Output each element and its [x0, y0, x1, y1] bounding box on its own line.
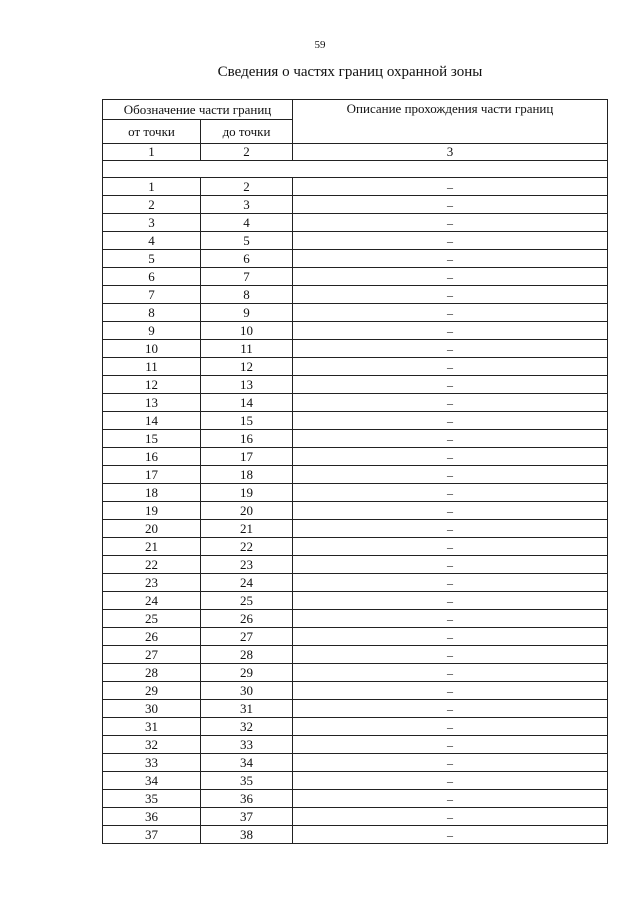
table-row [103, 304, 608, 322]
table-row [103, 592, 608, 610]
to-point-cell: 33 [201, 736, 293, 754]
description-cell: – [293, 718, 608, 736]
table-row [103, 610, 608, 628]
description-cell: – [293, 412, 608, 430]
from-point-cell: 28 [103, 664, 201, 682]
to-point-cell: 22 [201, 538, 293, 556]
description-cell: – [293, 610, 608, 628]
description-cell: – [293, 556, 608, 574]
from-point-cell: 29 [103, 682, 201, 700]
to-point-cell: 10 [201, 322, 293, 340]
column-number-2: 2 [201, 144, 293, 161]
table-row [103, 214, 608, 232]
to-point-cell: 23 [201, 556, 293, 574]
to-point-cell: 14 [201, 394, 293, 412]
header-to-point: до точки [201, 120, 293, 144]
to-point-cell: 13 [201, 376, 293, 394]
from-point-cell: 13 [103, 394, 201, 412]
description-cell: – [293, 268, 608, 286]
to-point-cell: 25 [201, 592, 293, 610]
table-row [103, 646, 608, 664]
from-point-cell: 11 [103, 358, 201, 376]
table-body [103, 178, 608, 844]
table-row [103, 556, 608, 574]
from-point-cell: 30 [103, 700, 201, 718]
page-number: 59 [314, 39, 326, 51]
from-point-cell: 25 [103, 610, 201, 628]
from-point-cell: 7 [103, 286, 201, 304]
table-row [103, 178, 608, 196]
description-cell: – [293, 322, 608, 340]
to-point-cell: 2 [201, 178, 293, 196]
boundary-parts-table [102, 99, 608, 844]
from-point-cell: 10 [103, 340, 201, 358]
description-cell: – [293, 628, 608, 646]
to-point-cell: 5 [201, 232, 293, 250]
from-point-cell: 34 [103, 772, 201, 790]
description-cell: – [293, 700, 608, 718]
table-row [103, 196, 608, 214]
section-separator-row [103, 161, 608, 178]
from-point-cell: 37 [103, 826, 201, 844]
description-cell: – [293, 394, 608, 412]
header-designation: Обозначение части границ [103, 100, 293, 120]
to-point-cell: 19 [201, 484, 293, 502]
from-point-cell: 4 [103, 232, 201, 250]
from-point-cell: 18 [103, 484, 201, 502]
to-point-cell: 6 [201, 250, 293, 268]
from-point-cell: 15 [103, 430, 201, 448]
to-point-cell: 21 [201, 520, 293, 538]
table-row [103, 538, 608, 556]
page-title: Сведения о частях границ охранной зоны [217, 64, 483, 80]
description-cell: – [293, 178, 608, 196]
from-point-cell: 24 [103, 592, 201, 610]
from-point-cell: 6 [103, 268, 201, 286]
from-point-cell: 9 [103, 322, 201, 340]
to-point-cell: 7 [201, 268, 293, 286]
header-description: Описание прохождения части границ [293, 100, 608, 144]
table-row [103, 322, 608, 340]
to-point-cell: 8 [201, 286, 293, 304]
table-row [103, 808, 608, 826]
from-point-cell: 27 [103, 646, 201, 664]
header-from-point: от точки [103, 120, 201, 144]
from-point-cell: 23 [103, 574, 201, 592]
table-row [103, 826, 608, 844]
description-cell: – [293, 340, 608, 358]
from-point-cell: 12 [103, 376, 201, 394]
table-row [103, 376, 608, 394]
from-point-cell: 14 [103, 412, 201, 430]
to-point-cell: 15 [201, 412, 293, 430]
table-row [103, 700, 608, 718]
to-point-cell: 32 [201, 718, 293, 736]
table-row [103, 250, 608, 268]
from-point-cell: 21 [103, 538, 201, 556]
from-point-cell: 26 [103, 628, 201, 646]
to-point-cell: 20 [201, 502, 293, 520]
from-point-cell: 17 [103, 466, 201, 484]
description-cell: – [293, 376, 608, 394]
to-point-cell: 31 [201, 700, 293, 718]
table-row [103, 628, 608, 646]
table-row [103, 232, 608, 250]
from-point-cell: 19 [103, 502, 201, 520]
description-cell: – [293, 484, 608, 502]
table-row [103, 736, 608, 754]
table-row [103, 466, 608, 484]
description-cell: – [293, 196, 608, 214]
from-point-cell: 20 [103, 520, 201, 538]
to-point-cell: 37 [201, 808, 293, 826]
from-point-cell: 32 [103, 736, 201, 754]
description-cell: – [293, 250, 608, 268]
to-point-cell: 30 [201, 682, 293, 700]
description-cell: – [293, 736, 608, 754]
to-point-cell: 9 [201, 304, 293, 322]
to-point-cell: 35 [201, 772, 293, 790]
from-point-cell: 35 [103, 790, 201, 808]
to-point-cell: 12 [201, 358, 293, 376]
table-row [103, 682, 608, 700]
table-row [103, 718, 608, 736]
table-row [103, 754, 608, 772]
description-cell: – [293, 286, 608, 304]
from-point-cell: 33 [103, 754, 201, 772]
table-row [103, 268, 608, 286]
description-cell: – [293, 232, 608, 250]
from-point-cell: 36 [103, 808, 201, 826]
to-point-cell: 38 [201, 826, 293, 844]
to-point-cell: 36 [201, 790, 293, 808]
description-cell: – [293, 754, 608, 772]
description-cell: – [293, 448, 608, 466]
to-point-cell: 26 [201, 610, 293, 628]
to-point-cell: 34 [201, 754, 293, 772]
to-point-cell: 17 [201, 448, 293, 466]
description-cell: – [293, 790, 608, 808]
to-point-cell: 18 [201, 466, 293, 484]
to-point-cell: 3 [201, 196, 293, 214]
description-cell: – [293, 646, 608, 664]
table-row [103, 430, 608, 448]
description-cell: – [293, 502, 608, 520]
table-row [103, 394, 608, 412]
description-cell: – [293, 520, 608, 538]
from-point-cell: 3 [103, 214, 201, 232]
to-point-cell: 27 [201, 628, 293, 646]
description-cell: – [293, 214, 608, 232]
column-number-3: 3 [293, 144, 608, 161]
description-cell: – [293, 592, 608, 610]
table-row [103, 772, 608, 790]
from-point-cell: 31 [103, 718, 201, 736]
table-row [103, 520, 608, 538]
description-cell: – [293, 682, 608, 700]
from-point-cell: 5 [103, 250, 201, 268]
to-point-cell: 28 [201, 646, 293, 664]
to-point-cell: 24 [201, 574, 293, 592]
to-point-cell: 29 [201, 664, 293, 682]
description-cell: – [293, 664, 608, 682]
table-row [103, 286, 608, 304]
table-row [103, 502, 608, 520]
description-cell: – [293, 574, 608, 592]
from-point-cell: 22 [103, 556, 201, 574]
table-row [103, 448, 608, 466]
table-row [103, 574, 608, 592]
from-point-cell: 16 [103, 448, 201, 466]
from-point-cell: 1 [103, 178, 201, 196]
description-cell: – [293, 466, 608, 484]
description-cell: – [293, 358, 608, 376]
description-cell: – [293, 808, 608, 826]
description-cell: – [293, 304, 608, 322]
table-row [103, 484, 608, 502]
to-point-cell: 16 [201, 430, 293, 448]
table-row [103, 664, 608, 682]
to-point-cell: 4 [201, 214, 293, 232]
from-point-cell: 8 [103, 304, 201, 322]
table-row [103, 358, 608, 376]
description-cell: – [293, 538, 608, 556]
table-row [103, 412, 608, 430]
table-row [103, 340, 608, 358]
from-point-cell: 2 [103, 196, 201, 214]
description-cell: – [293, 772, 608, 790]
description-cell: – [293, 826, 608, 844]
description-cell: – [293, 430, 608, 448]
column-number-1: 1 [103, 144, 201, 161]
table-row [103, 790, 608, 808]
to-point-cell: 11 [201, 340, 293, 358]
